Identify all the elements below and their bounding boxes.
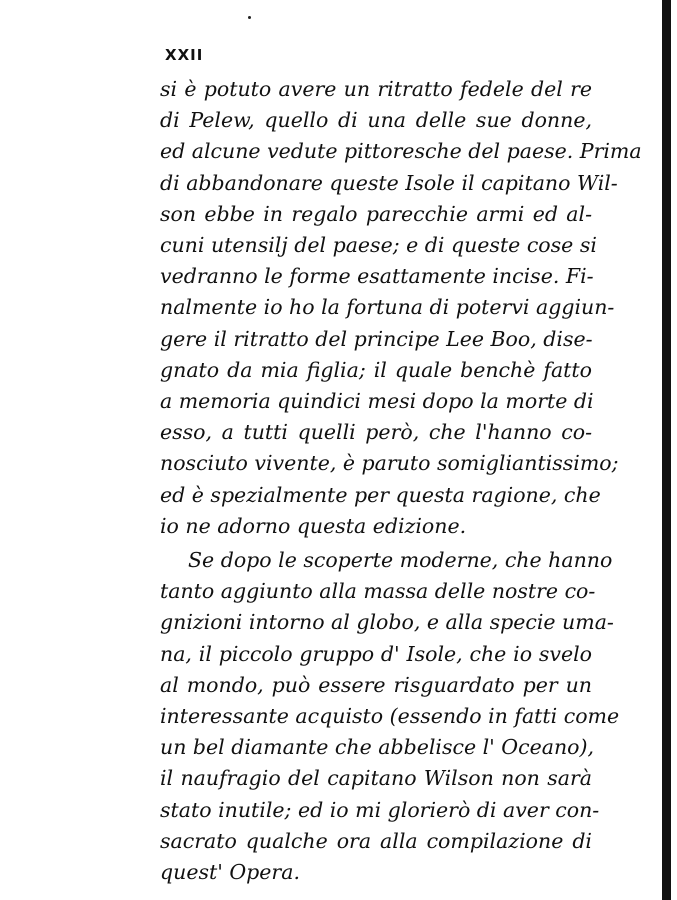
text-line: un bel diamante che abbelisce l' Oceano), — [160, 735, 595, 760]
text-line: di abbandonare queste Isole il capitano Wil- — [160, 170, 618, 195]
text-line: a memoria quindici mesi dopo la morte di — [160, 389, 594, 414]
text-line: interessante acquisto (essendo in fatti come — [160, 704, 620, 729]
paragraph-1 — [160, 74, 642, 542]
text-line: gere il ritratto del principe Lee Boo, dise- — [160, 326, 593, 351]
text-line: ed alcune vedute pittoresche del paese. Prima — [160, 139, 642, 164]
text-line: na, il piccolo gruppo d' Isole, che io svelo — [160, 641, 592, 666]
text-line: al mondo, può essere risguardato per un — [160, 672, 592, 697]
text-line: sacrato qualche ora alla compilazione di — [160, 828, 592, 853]
text-line: quest' Opera. — [160, 860, 300, 885]
text-line: Se dopo le scoperte moderne, che hanno — [188, 548, 613, 573]
text-line: il naufragio del capitano Wilson non sarà — [160, 766, 592, 791]
page-edge-shadow — [662, 0, 671, 900]
text-line: son ebbe in regalo parecchie armi ed al- — [160, 201, 592, 226]
text-line: si è potuto avere un ritratto fedele del re — [160, 77, 592, 101]
text-line: nosciuto vivente, è paruto somigliantissimo; — [160, 451, 619, 476]
paper-speck — [248, 16, 251, 19]
paragraph-2 — [160, 545, 620, 888]
page-number: XXII — [165, 46, 204, 64]
text-line: esso, a tutti quelli però, che l'hanno co- — [160, 420, 592, 445]
text-line: di Pelew, quello di una delle sue donne, — [160, 108, 592, 133]
text-line: gnizioni intorno al globo, e alla specie uma- — [160, 610, 614, 635]
text-line: cuni utensilj del paese; e di queste cose si — [160, 233, 597, 258]
body-text — [160, 74, 642, 888]
text-line: nalmente io ho la fortuna di potervi aggiun- — [160, 295, 615, 320]
text-line: vedranno le forme esattamente incise. Fi- — [160, 264, 594, 289]
text-line: ed è spezialmente per questa ragione, che — [160, 482, 601, 507]
text-line: stato inutile; ed io mi glorierò di aver con- — [160, 797, 600, 822]
text-line: gnato da mia figlia; il quale benchè fatto — [160, 357, 592, 382]
text-line: tanto aggiunto alla massa delle nostre co- — [160, 579, 596, 604]
text-line: io ne adorno questa edizione. — [160, 513, 467, 538]
